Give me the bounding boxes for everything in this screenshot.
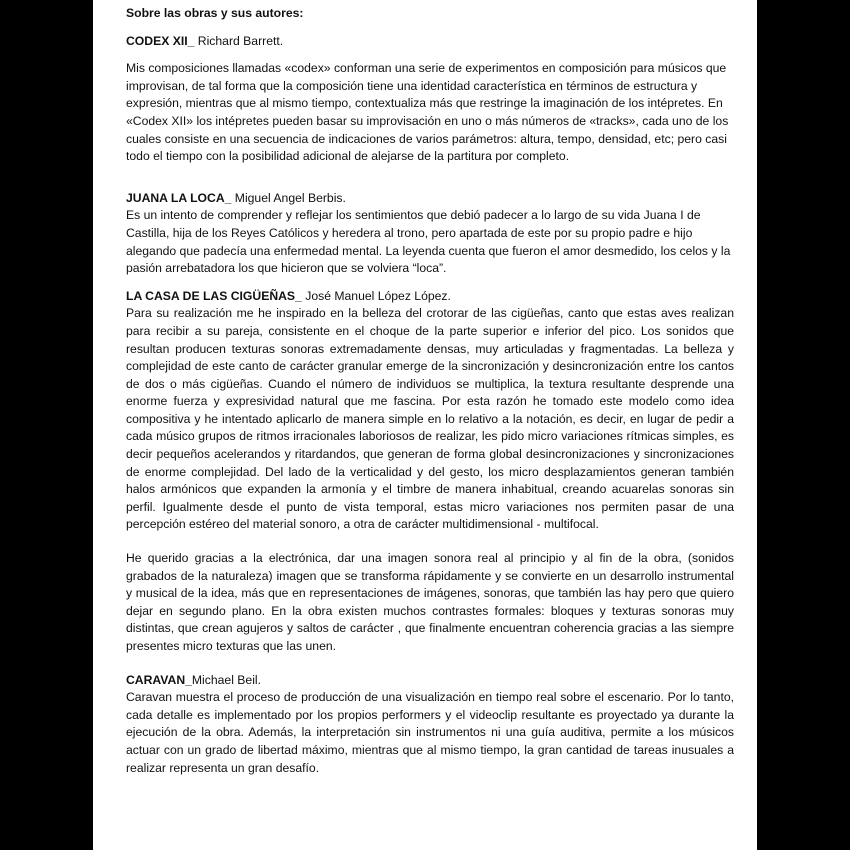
section-juana-la-loca-header [126,190,734,208]
section-paragraph: Caravan muestra el proceso de producción de una visualización en tiempo real sobre el escenario. Por lo tanto, cada detalle es implementado por los propios performers y el videoclip resultante es proyectado ya durante la ejecución de la obra. Además, la interpretación sin instrumentos ni una guía auditiva, permite a los músicos actuar con un grado de libertad máximo, mientras que al mismo tiempo, la gran cantidad de tareas inusuales a realizar representa un gran desafío. [126,690,734,775]
section-la-casa-de-las-ciguenas-header [126,288,734,306]
section-author: Miguel Angel Berbis. [231,190,346,205]
document-page [93,0,757,850]
section-title: JUANA LA LOCA_ [126,190,232,205]
section-title: CODEX XII_ [126,33,195,48]
document-heading: Sobre las obras y sus autores: [126,6,304,20]
section-paragraph: Es un intento de comprender y reflejar los sentimientos que debió padecer a lo largo de su vida Juana I de Castilla, hija de los Reyes Católicos y heredera al trono, pero apartada de este por su propio padre e hijo alegando que padecía una enfermedad mental. La leyenda cuenta que fueron el amor desmedido, los celos y la pasión arrebatadora los que hicieron que se volviera “loca”. [126,208,731,276]
section-author: Richard Barrett. [194,33,284,48]
section-caravan-header [126,672,734,690]
section-codex-xii-header [126,33,734,51]
document-content [126,5,734,777]
section-paragraph: Mis composiciones llamadas «codex» conforman una serie de experimentos en composición para músicos que improvisan, de tal forma que la composición tiene una identidad característica en términos de estructura y expresión, mientras que al mismo tiempo, contextualiza más que restringe la imaginación de los intépretes. En «Codex XII» los intépretes pueden basar su improvisación en uno o más números de «tracks», cada uno de los cuales consiste en una secuencia de indicaciones de varios parámetros: altura, tempo, densidad, etc; pero casi todo el tiempo con la posibilidad adicional de alejarse de la partitura por completo. [126,61,729,164]
section-author: José Manuel López López. [301,288,451,303]
section-author: Michael Beil. [191,672,261,687]
section-title: CARAVAN_ [126,672,192,687]
section-title: LA CASA DE LAS CIGÜEÑAS_ [126,288,302,303]
section-paragraph: He querido gracias a la electrónica, dar una imagen sonora real al principio y al fin de la obra, (sonidos grabados de la naturaleza) imagen que se transforma rápidamente y se convierte en un desarrollo instrumental y musical de la idea, más que en representaciones de imágenes, sonoras, que también las hay pero que quiero dejar en segundo plano. En la obra existen muchos contrastes formales: bloques y texturas sonoras muy distintas, que crean agujeros y saltos de carácter , que finalmente encuentran coherencia gracias a las siempre presentes micro texturas que las unen. [126,551,734,653]
section-paragraph: Para su realización me he inspirado en la belleza del crotorar de las cigüeñas, canto que estas aves realizan para recibir a su pareja, consistente en el choque de la parte superior e inferior del pico. Los sonidos que resultan producen texturas sonoras extremadamente densas, muy articuladas y fragmentadas. La belleza y complejidad de este canto de carácter granular emerge de la sincronización y desincronización entre los cantos de dos o más cigüeñas. Cuando el número de individuos se multiplica, la textura resultante desprende una enorme fuerza y expresividad natural que me fascina. Por esta razón he tomado este modelo como idea compositiva y he intentado aplicarlo de manera simple en lo relativo a la notación, es decir, en lugar de pedir a cada músico grupos de ritmos irracionales laboriosos de realizar, les pido micro variaciones rítmicas simples, es decir pequeños acelerandos y ritardandos, que generan de forma global desincronizaciones y sincronizaciones de enorme complejidad. Del lado de la verticalidad y del gesto, los micro desplazamientos generan también halos armónicos que expanden la armonía y el timbre de manera inhabitual, creando acuarelas sonoras sin perfil. Igualmente desde el punto de vista temporal, estas micro variaciones nos permiten pasar de una percepción estéreo del material sonoro, a otra de carácter multidimensional - multifocal. [126,306,734,532]
